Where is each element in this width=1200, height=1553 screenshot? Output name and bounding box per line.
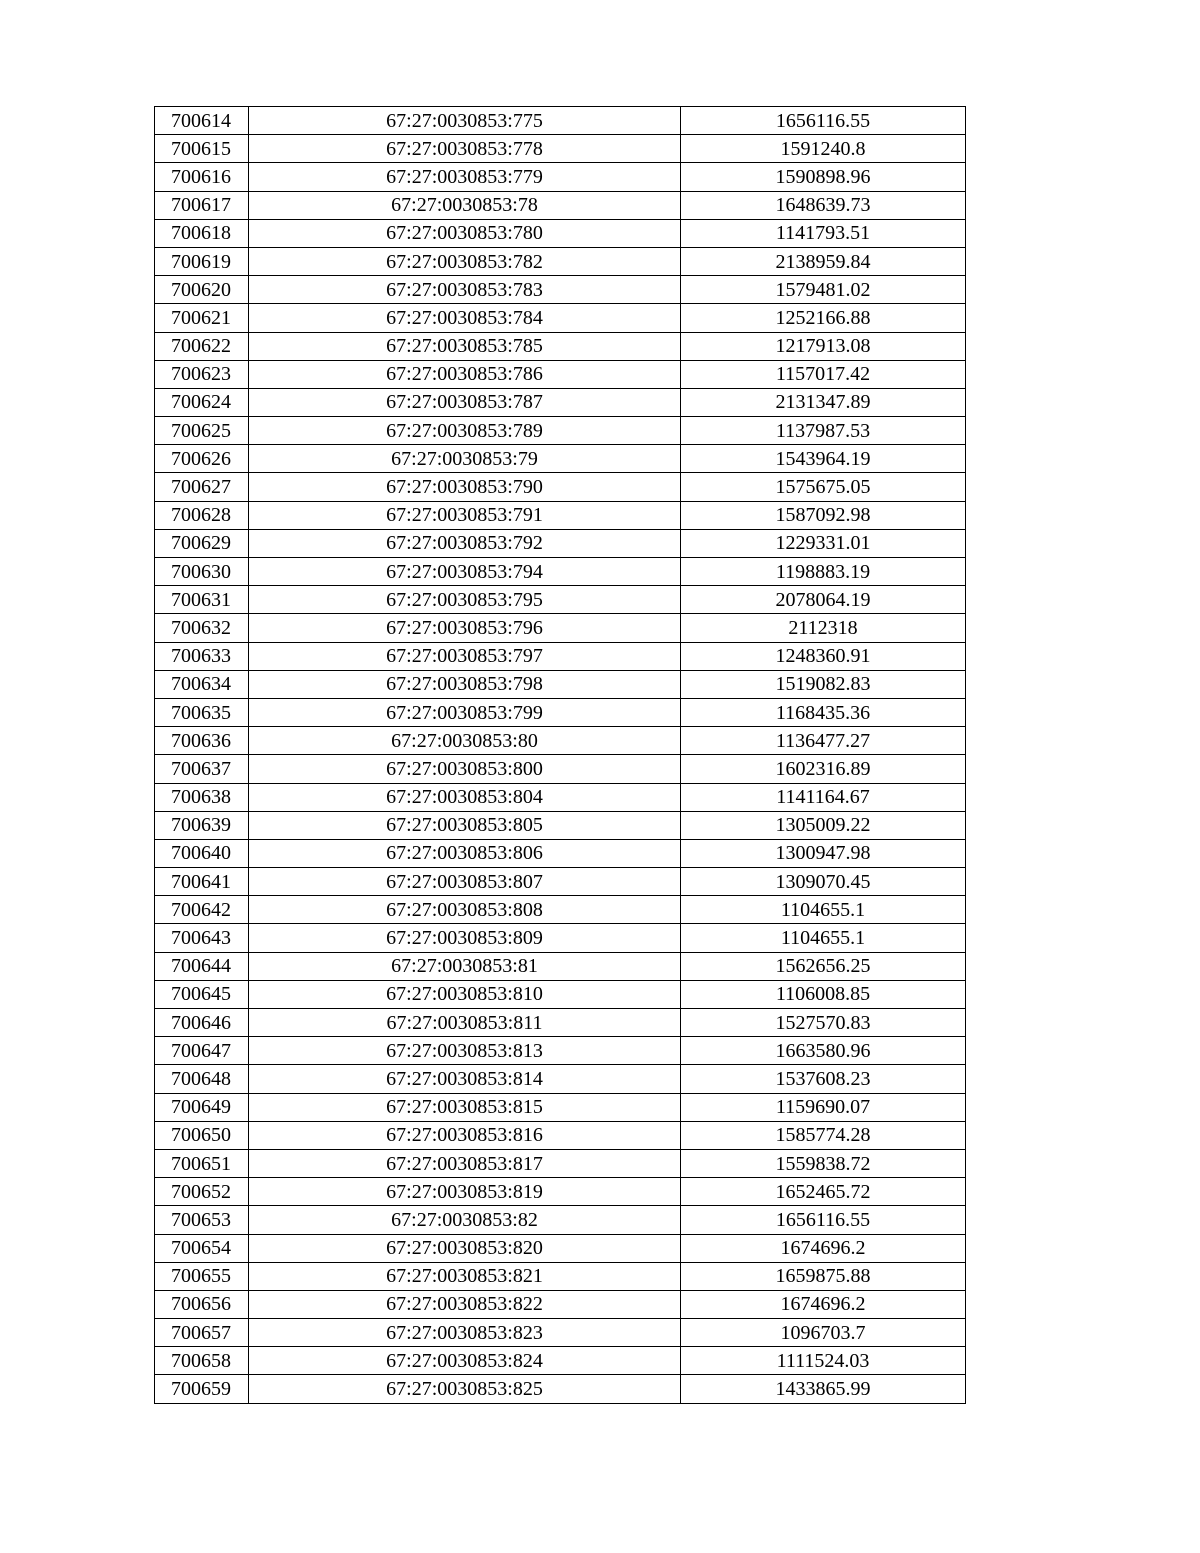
value-cell: 1585774.28: [681, 1121, 966, 1149]
table-row: [155, 388, 966, 416]
table-row: [155, 473, 966, 501]
table-row: [155, 670, 966, 698]
cadastral-number-cell: 67:27:0030853:792: [249, 529, 681, 557]
value-cell: 1575675.05: [681, 473, 966, 501]
cadastral-number-cell: 67:27:0030853:796: [249, 614, 681, 642]
table-body: [155, 107, 966, 1404]
cadastral-number-cell: 67:27:0030853:82: [249, 1206, 681, 1234]
row-id-cell: 700651: [155, 1149, 249, 1177]
row-id-cell: 700645: [155, 980, 249, 1008]
cadastral-number-cell: 67:27:0030853:807: [249, 868, 681, 896]
row-id-cell: 700640: [155, 839, 249, 867]
value-cell: 1674696.2: [681, 1234, 966, 1262]
value-cell: 1602316.89: [681, 755, 966, 783]
cadastral-number-cell: 67:27:0030853:815: [249, 1093, 681, 1121]
cadastral-number-cell: 67:27:0030853:809: [249, 924, 681, 952]
row-id-cell: 700652: [155, 1178, 249, 1206]
cadastral-number-cell: 67:27:0030853:789: [249, 417, 681, 445]
cadastral-number-cell: 67:27:0030853:787: [249, 388, 681, 416]
value-cell: 1652465.72: [681, 1178, 966, 1206]
cadastral-number-cell: 67:27:0030853:786: [249, 360, 681, 388]
value-cell: 1111524.03: [681, 1347, 966, 1375]
cadastral-number-cell: 67:27:0030853:775: [249, 107, 681, 135]
row-id-cell: 700620: [155, 276, 249, 304]
value-cell: 1141164.67: [681, 783, 966, 811]
value-cell: 2138959.84: [681, 247, 966, 275]
cadastral-number-cell: 67:27:0030853:780: [249, 219, 681, 247]
cadastral-number-cell: 67:27:0030853:800: [249, 755, 681, 783]
row-id-cell: 700627: [155, 473, 249, 501]
table-row: [155, 417, 966, 445]
table-row: [155, 698, 966, 726]
table-row: [155, 896, 966, 924]
cadastral-number-cell: 67:27:0030853:795: [249, 586, 681, 614]
row-id-cell: 700631: [155, 586, 249, 614]
cadastral-number-cell: 67:27:0030853:797: [249, 642, 681, 670]
cadastral-number-cell: 67:27:0030853:819: [249, 1178, 681, 1206]
table-row: [155, 839, 966, 867]
value-cell: 1309070.45: [681, 868, 966, 896]
value-cell: 1659875.88: [681, 1262, 966, 1290]
row-id-cell: 700647: [155, 1037, 249, 1065]
cadastral-number-cell: 67:27:0030853:784: [249, 304, 681, 332]
value-cell: 1229331.01: [681, 529, 966, 557]
row-id-cell: 700621: [155, 304, 249, 332]
row-id-cell: 700657: [155, 1319, 249, 1347]
table-row: [155, 163, 966, 191]
cadastral-number-cell: 67:27:0030853:790: [249, 473, 681, 501]
row-id-cell: 700659: [155, 1375, 249, 1403]
table-row: [155, 529, 966, 557]
row-id-cell: 700641: [155, 868, 249, 896]
table-row: [155, 360, 966, 388]
cadastral-number-cell: 67:27:0030853:799: [249, 698, 681, 726]
row-id-cell: 700625: [155, 417, 249, 445]
table-row: [155, 980, 966, 1008]
table-row: [155, 755, 966, 783]
value-cell: 1106008.85: [681, 980, 966, 1008]
value-cell: 1587092.98: [681, 501, 966, 529]
row-id-cell: 700653: [155, 1206, 249, 1234]
table-row: [155, 1093, 966, 1121]
table-row: [155, 247, 966, 275]
value-cell: 1527570.83: [681, 1009, 966, 1037]
table-row: [155, 924, 966, 952]
value-cell: 1168435.36: [681, 698, 966, 726]
row-id-cell: 700628: [155, 501, 249, 529]
row-id-cell: 700624: [155, 388, 249, 416]
cadastral-number-cell: 67:27:0030853:814: [249, 1065, 681, 1093]
cadastral-number-cell: 67:27:0030853:783: [249, 276, 681, 304]
value-cell: 1300947.98: [681, 839, 966, 867]
row-id-cell: 700622: [155, 332, 249, 360]
row-id-cell: 700629: [155, 529, 249, 557]
cadastral-number-cell: 67:27:0030853:806: [249, 839, 681, 867]
table-row: [155, 1065, 966, 1093]
value-cell: 1305009.22: [681, 811, 966, 839]
value-cell: 1157017.42: [681, 360, 966, 388]
row-id-cell: 700616: [155, 163, 249, 191]
row-id-cell: 700630: [155, 558, 249, 586]
table-row: [155, 191, 966, 219]
cadastral-number-cell: 67:27:0030853:817: [249, 1149, 681, 1177]
table-row: [155, 276, 966, 304]
table-row: [155, 1009, 966, 1037]
row-id-cell: 700623: [155, 360, 249, 388]
value-cell: 1562656.25: [681, 952, 966, 980]
cadastral-number-cell: 67:27:0030853:79: [249, 445, 681, 473]
value-cell: 1198883.19: [681, 558, 966, 586]
table-row: [155, 107, 966, 135]
cadastral-number-cell: 67:27:0030853:804: [249, 783, 681, 811]
cadastral-number-cell: 67:27:0030853:791: [249, 501, 681, 529]
table-row: [155, 1121, 966, 1149]
row-id-cell: 700644: [155, 952, 249, 980]
cadastral-number-cell: 67:27:0030853:782: [249, 247, 681, 275]
cadastral-number-cell: 67:27:0030853:794: [249, 558, 681, 586]
cadastral-value-table: [154, 106, 966, 1404]
cadastral-number-cell: 67:27:0030853:823: [249, 1319, 681, 1347]
row-id-cell: 700650: [155, 1121, 249, 1149]
value-cell: 1656116.55: [681, 107, 966, 135]
row-id-cell: 700654: [155, 1234, 249, 1262]
row-id-cell: 700642: [155, 896, 249, 924]
cadastral-number-cell: 67:27:0030853:80: [249, 727, 681, 755]
table-row: [155, 1206, 966, 1234]
value-cell: 1537608.23: [681, 1065, 966, 1093]
table-row: [155, 135, 966, 163]
row-id-cell: 700639: [155, 811, 249, 839]
table-row: [155, 1149, 966, 1177]
table-row: [155, 1290, 966, 1318]
row-id-cell: 700637: [155, 755, 249, 783]
table-row: [155, 558, 966, 586]
row-id-cell: 700632: [155, 614, 249, 642]
row-id-cell: 700615: [155, 135, 249, 163]
cadastral-number-cell: 67:27:0030853:813: [249, 1037, 681, 1065]
value-cell: 1674696.2: [681, 1290, 966, 1318]
table-row: [155, 445, 966, 473]
table-row: [155, 811, 966, 839]
value-cell: 1104655.1: [681, 896, 966, 924]
value-cell: 1217913.08: [681, 332, 966, 360]
table-row: [155, 1037, 966, 1065]
cadastral-number-cell: 67:27:0030853:779: [249, 163, 681, 191]
value-cell: 1648639.73: [681, 191, 966, 219]
table-row: [155, 1178, 966, 1206]
value-cell: 1252166.88: [681, 304, 966, 332]
value-cell: 1104655.1: [681, 924, 966, 952]
table-row: [155, 783, 966, 811]
value-cell: 1591240.8: [681, 135, 966, 163]
value-cell: 2078064.19: [681, 586, 966, 614]
table-row: [155, 642, 966, 670]
value-cell: 1433865.99: [681, 1375, 966, 1403]
table-row: [155, 1234, 966, 1262]
value-cell: 1519082.83: [681, 670, 966, 698]
value-cell: 1543964.19: [681, 445, 966, 473]
row-id-cell: 700618: [155, 219, 249, 247]
value-cell: 2131347.89: [681, 388, 966, 416]
row-id-cell: 700649: [155, 1093, 249, 1121]
value-cell: 1096703.7: [681, 1319, 966, 1347]
row-id-cell: 700646: [155, 1009, 249, 1037]
table-row: [155, 219, 966, 247]
row-id-cell: 700648: [155, 1065, 249, 1093]
value-cell: 1590898.96: [681, 163, 966, 191]
row-id-cell: 700619: [155, 247, 249, 275]
table-row: [155, 1347, 966, 1375]
cadastral-number-cell: 67:27:0030853:805: [249, 811, 681, 839]
cadastral-number-cell: 67:27:0030853:816: [249, 1121, 681, 1149]
row-id-cell: 700626: [155, 445, 249, 473]
cadastral-number-cell: 67:27:0030853:825: [249, 1375, 681, 1403]
row-id-cell: 700643: [155, 924, 249, 952]
value-cell: 1159690.07: [681, 1093, 966, 1121]
row-id-cell: 700617: [155, 191, 249, 219]
table-row: [155, 1319, 966, 1347]
row-id-cell: 700636: [155, 727, 249, 755]
value-cell: 1663580.96: [681, 1037, 966, 1065]
row-id-cell: 700614: [155, 107, 249, 135]
value-cell: 1137987.53: [681, 417, 966, 445]
row-id-cell: 700635: [155, 698, 249, 726]
value-cell: 1248360.91: [681, 642, 966, 670]
table-row: [155, 332, 966, 360]
table-row: [155, 586, 966, 614]
cadastral-number-cell: 67:27:0030853:785: [249, 332, 681, 360]
cadastral-number-cell: 67:27:0030853:811: [249, 1009, 681, 1037]
cadastral-number-cell: 67:27:0030853:820: [249, 1234, 681, 1262]
table-row: [155, 501, 966, 529]
value-cell: 2112318: [681, 614, 966, 642]
cadastral-number-cell: 67:27:0030853:821: [249, 1262, 681, 1290]
row-id-cell: 700656: [155, 1290, 249, 1318]
cadastral-number-cell: 67:27:0030853:808: [249, 896, 681, 924]
table-row: [155, 614, 966, 642]
value-cell: 1579481.02: [681, 276, 966, 304]
value-cell: 1141793.51: [681, 219, 966, 247]
row-id-cell: 700655: [155, 1262, 249, 1290]
value-cell: 1136477.27: [681, 727, 966, 755]
cadastral-number-cell: 67:27:0030853:822: [249, 1290, 681, 1318]
table-row: [155, 1262, 966, 1290]
table-row: [155, 304, 966, 332]
cadastral-number-cell: 67:27:0030853:778: [249, 135, 681, 163]
cadastral-number-cell: 67:27:0030853:810: [249, 980, 681, 1008]
table-row: [155, 868, 966, 896]
row-id-cell: 700638: [155, 783, 249, 811]
cadastral-number-cell: 67:27:0030853:798: [249, 670, 681, 698]
value-cell: 1656116.55: [681, 1206, 966, 1234]
row-id-cell: 700634: [155, 670, 249, 698]
value-cell: 1559838.72: [681, 1149, 966, 1177]
table-row: [155, 727, 966, 755]
table-row: [155, 952, 966, 980]
cadastral-number-cell: 67:27:0030853:824: [249, 1347, 681, 1375]
row-id-cell: 700633: [155, 642, 249, 670]
cadastral-number-cell: 67:27:0030853:78: [249, 191, 681, 219]
row-id-cell: 700658: [155, 1347, 249, 1375]
table-row: [155, 1375, 966, 1403]
cadastral-number-cell: 67:27:0030853:81: [249, 952, 681, 980]
